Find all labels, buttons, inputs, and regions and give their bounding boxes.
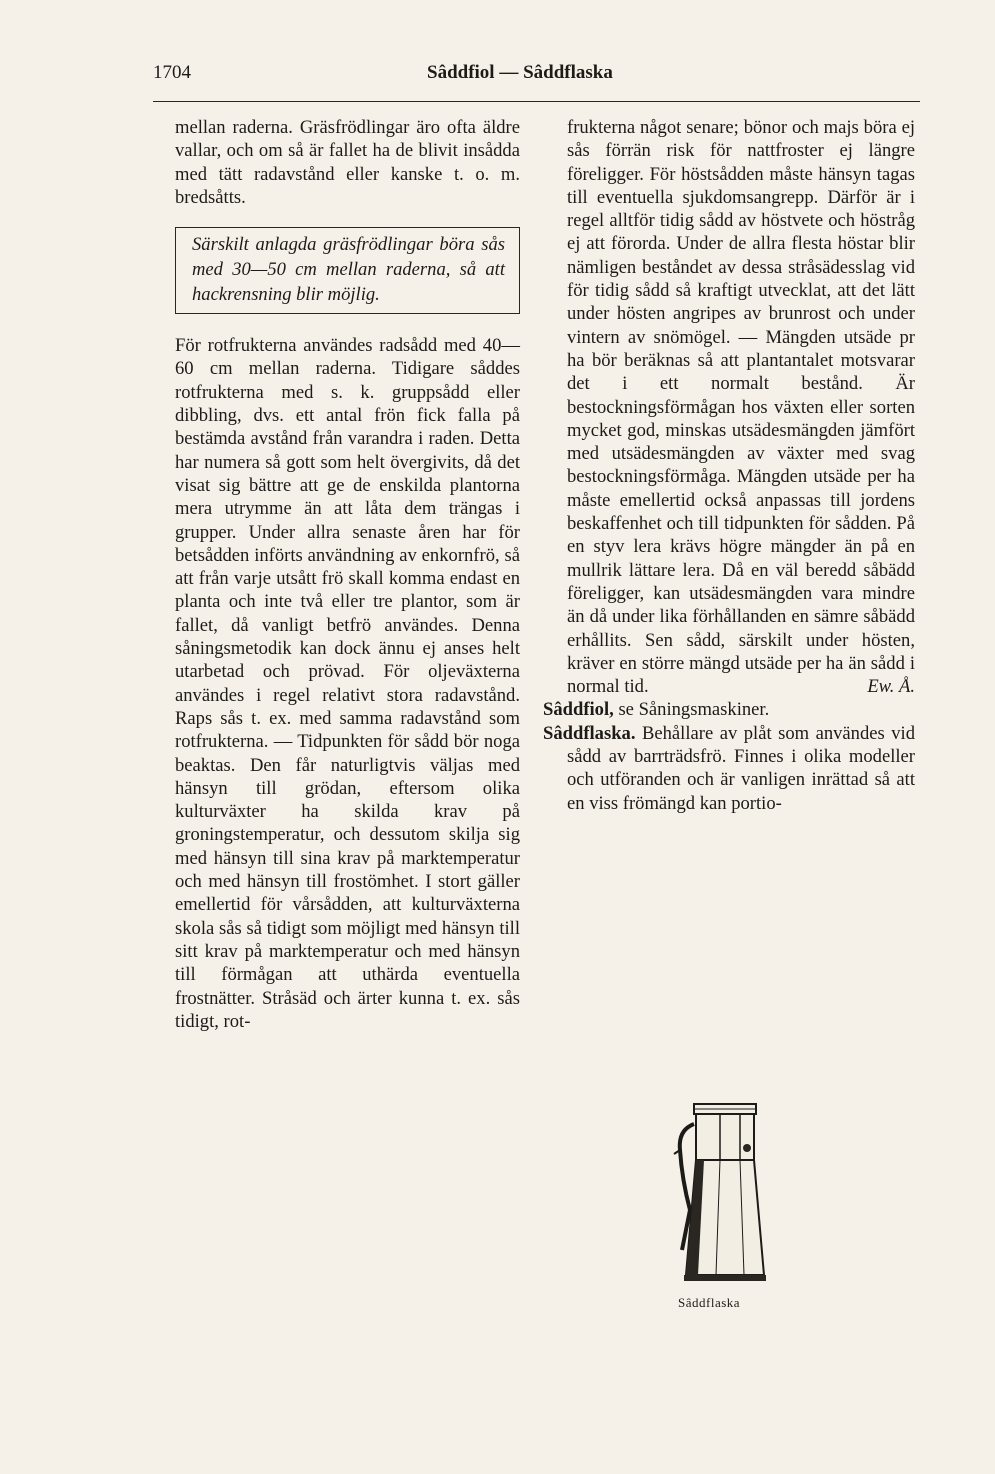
right-paragraph-1 bbox=[567, 116, 915, 698]
entry-saddflaska-head: Sâddflaska. bbox=[543, 722, 636, 744]
entry-saddflaska bbox=[543, 722, 915, 815]
right-column bbox=[543, 116, 915, 815]
entry-saddfiol-head: Sâddfiol, bbox=[543, 699, 614, 721]
left-column bbox=[175, 116, 520, 1033]
entry-saddflaska-text: Behållare av plåt som användes vid sådd av barrträdsfrö. Finnes i olika modeller och utföranden och är vanligen inrättad så att en viss frömängd kan portio- bbox=[567, 722, 915, 814]
author-signature: Ew. Å. bbox=[867, 676, 915, 698]
figure-caption: Sâddflaska bbox=[678, 1295, 741, 1310]
boxed-note-text: Särskilt anlagda gräsfrödlingar böra sås med 30—50 cm mellan raderna, så att hackrensning blir möjlig. bbox=[192, 234, 505, 306]
right-paragraph-block bbox=[543, 116, 915, 698]
left-paragraph-2: För rotfrukterna användes radsådd med 40—60 cm mellan raderna. Tidigare såddes rotfrukterna med s. k. gruppsådd eller dibbling, dvs. ett antal frön fick falla på bestämda avstånd från varandra i raden. Detta har numera så gott som helt övergivits, då det visat sig bättre att ge de enskilda plantorna mera utrymme än att låta dem trängas i grupper. Under allra senaste åren har för betsådden införts användning av enkornfrö, så att från varje utsått frö skall komma endast en planta och inte två eller tre plantor, som är fallet, då vanligt betfrö användes. Denna såningsmetodik kan dock ännu ej anses helt utarbetad och prövad. För oljeväxterna användes i regel relativt stora radavstånd. Raps sås t. ex. med samma radavstånd som rotfrukterna. — Tidpunkten för sådd bör noga beaktas. Den får naturligtvis väljas med hänsyn till grödan, eftersom olika kulturväxter ha skilda krav på groningstemperatur, och dessutom skilja sig med hänsyn till sina krav på marktemperatur och med hänsyn till frostömhet. I stort gäller emellertid för vårsådden, att kulturväxterna skola sås så tidigt som möjligt med hänsyn till sitt krav på marktemperatur och med hänsyn till förmågan att uthärda eventuella frostnätter. Stråsäd och ärter kunna t. ex. sås tidigt, rot- bbox=[175, 335, 520, 1032]
left-paragraph-1: mellan raderna. Gräsfrödlingar äro ofta äldre vallar, och om så är fallet ha de blivit insådda med tätt radavstånd eller kanske t. o. m. bredsåtts. bbox=[175, 117, 520, 208]
entry-saddfiol bbox=[543, 698, 915, 721]
boxed-note bbox=[175, 227, 520, 314]
running-head: Sâddfiol — Sâddflaska bbox=[427, 62, 613, 83]
right-paragraph-1-text: frukterna något senare; bönor och majs böra ej sås förrän risk för nattfroster ej längre föreligger. För höstsådden måste hänsyn tagas till eventuella sjukdomsangrepp. Därför är i regel alltför tidig sådd av höstvete och höstråg ej att förorda. Under de allra flesta höstar blir nämligen beståndet av dessa stråsädesslag vid för tidig sådd så kraftigt utvecklat, att det lätt under hösten angripes av brunrost och under vintern av snömögel. — Mängden utsäde pr ha bör beräknas så att plantantalet motsvarar det i ett normalt bestånd. Är bestockningsförmågan hos växten eller sorten mycket god, minskas utsädesmängden jämfört med utsädesmängden av växter med svag bestockningsförmåga. Mängden utsäde per ha måste emellertid också anpassas till jordens beskaffenhet och till tidpunkten för sådden. På en styv lera krävs högre mängder än på en mullrik lättare lera. Då en väl beredd såbädd föreligger, kan utsädesmängden vara mindre än då under lika förhållanden en sämre såbädd erhållits. Sen sådd, särskilt under hösten, kräver en större mängd utsäde per ha än sådd i normal tid. bbox=[567, 117, 915, 698]
seed-flask-illustration bbox=[672, 1100, 772, 1285]
entry-saddfiol-text: se Såningsmaskiner. bbox=[613, 699, 770, 721]
page-number: 1704 bbox=[153, 62, 191, 83]
header-rule bbox=[153, 101, 920, 102]
